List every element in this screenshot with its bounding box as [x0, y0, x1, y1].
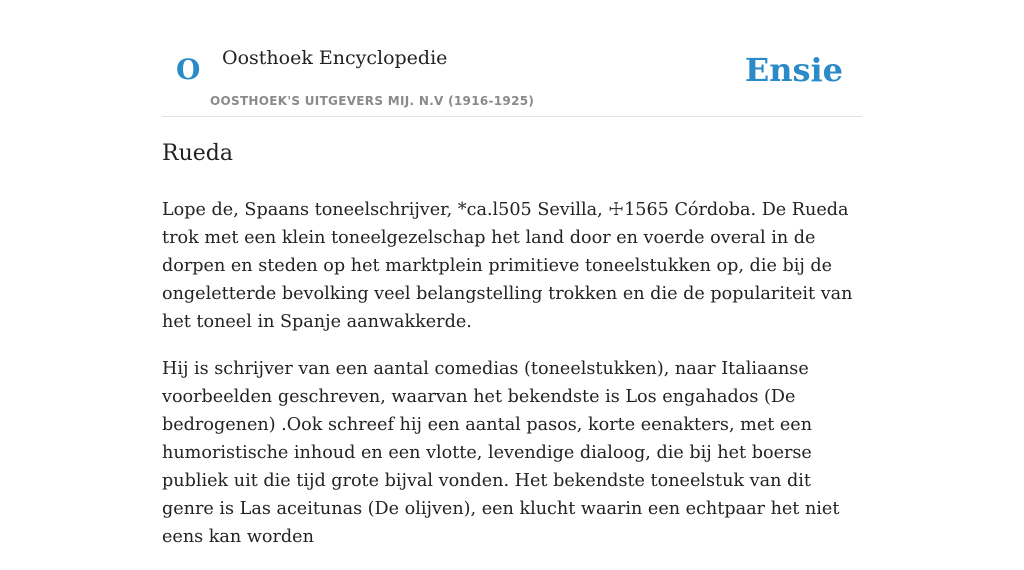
ensie-brand-link[interactable]: Ensie	[744, 51, 843, 89]
article-paragraph: Hij is schrijver van een aantal comedias (toneelstukken), naar Italiaanse voorbeelden geschreven, waarvan het bekendste is Los engahados (De bedrogenen) .Ook schreef hij een aantal pasos, korte eenakters, met een humoristische inhoud en een vlotte, levendige dialoog, die bij het boerse publiek uit die tijd grote bijval vonden. Het bekendste toneelstuk van dit genre is Las aceitunas (De olijven), een klucht waarin een echtpaar het niet eens kan worden	[162, 359, 840, 547]
article-title: Rueda	[162, 141, 233, 166]
site-subtitle: OOSTHOEK'S UITGEVERS MIJ. N.V (1916-1925)	[210, 94, 535, 108]
oosthoek-logo-icon[interactable]: O	[176, 53, 201, 86]
site-header	[162, 0, 862, 117]
site-title[interactable]: Oosthoek Encyclopedie	[222, 47, 448, 69]
article	[162, 138, 862, 570]
article-paragraph: Lope de, Spaans toneelschrijver, *ca.l505 Sevilla, ☩1565 Córdoba. De Rueda trok met een klein toneelgezelschap het land door en voerde overal in de dorpen en steden op het marktplein primitieve toneelstukken op, die bij de ongeletterde bevolking veel belangstelling trokken en die de populariteit van het toneel in Spanje aanwakkerde.	[162, 200, 853, 332]
